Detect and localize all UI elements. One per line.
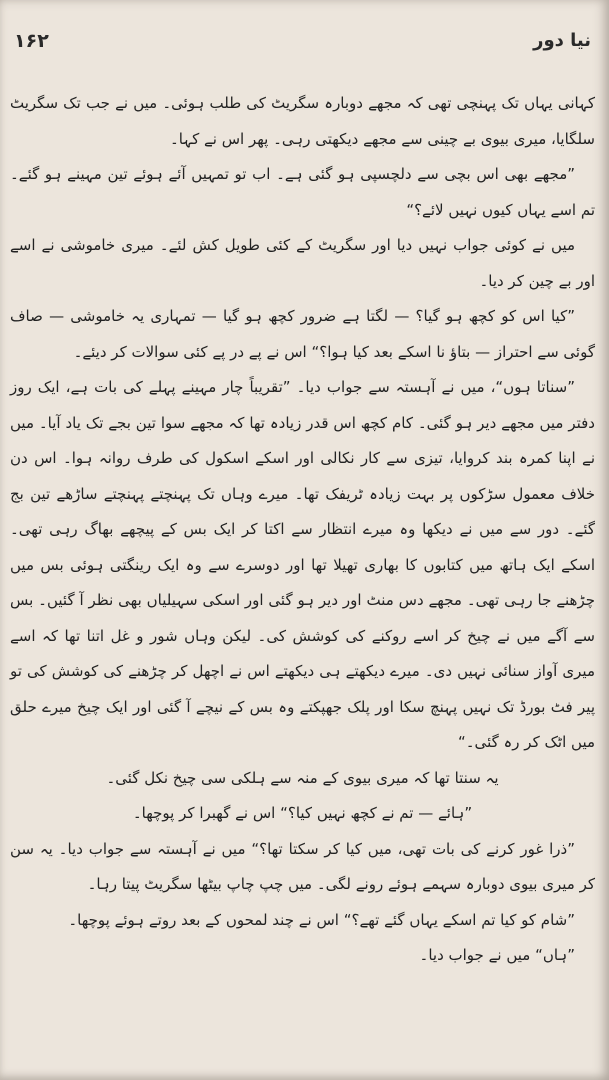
paragraph: ”کیا اس کو کچھ ہو گیا؟ — لگتا ہے ضرور کچھ ہو گیا — تمہاری یہ خاموشی — صاف گوئی سے احتراز — بتاؤ نا اسکے بعد کیا ہوا؟“ اس نے پے در پے کئی سوالات کر دیئے۔ <box>10 307 595 361</box>
body-text <box>10 86 595 1060</box>
paragraph: کہانی یہاں تک پہنچی تھی کہ مجھے دوبارہ سگریٹ کی طلب ہوئی۔ میں نے جب تک سگریٹ سلگایا، میری بیوی بے چینی سے مجھے دیکھتی رہی۔ پھر اس نے کہا۔ <box>10 94 595 148</box>
paragraph: ”شام کو کیا تم اسکے یہاں گئے تھے؟“ اس نے چند لمحوں کے بعد روتے ہوئے پوچھا۔ <box>68 910 575 929</box>
paragraph: ”ذرا غور کرنے کی بات تھی، میں کیا کر سکتا تھا؟“ میں نے آہستہ سے جواب دیا۔ یہ سن کر میری بیوی دوبارہ سہمے ہوئے رونے لگی۔ میں چپ چاپ بیٹھا سگریٹ پیتا رہا۔ <box>10 839 595 893</box>
running-head: نیا دور <box>533 30 591 51</box>
paragraph: میں نے کوئی جواب نہیں دیا اور سگریٹ کے کئی طویل کش لئے۔ میری خاموشی نے اسے اور بے چین کر دیا۔ <box>10 236 595 290</box>
paragraph: ”ہائے — تم نے کچھ نہیں کیا؟“ اس نے گھبرا کر پوچھا۔ <box>132 804 473 822</box>
paragraph: ”مجھے بھی اس بچی سے دلچسپی ہو گئی ہے۔ اب تو تمہیں آئے ہوئے تین مہینے ہو گئے۔ تم اسے یہاں کیوں نہیں لائے؟“ <box>10 165 595 219</box>
paragraph: ”سناتا ہوں“، میں نے آہستہ سے جواب دیا۔ ”تقریباً چار مہینے پہلے کی بات ہے، ایک روز دفتر میں مجھے دیر ہو گئی۔ کام کچھ اس قدر زیادہ تھا کہ مجھے سوا تین بجے تک یاد آیا۔ میں نے اپنا کمرہ بند کروایا، تیزی سے کار نکالی اور اسکے اسکول کی طرف روانہ ہوا۔ اس دن خلاف معمول سڑکوں پر بہت زیادہ ٹریفک تھا۔ میرے وہاں تک پہنچتے پہنچتے ساڑھے تین بج گئے۔ دور سے میں نے دیکھا وہ میرے انتظار سے اکتا کر ایک بس کے پیچھے بھاگ رہی تھی۔ اسکے ایک ہاتھ میں کتابوں کا بھاری تھیلا تھا اور دوسرے سے وہ ایک رینگتی ہوئی بس میں چڑھنے جا رہی تھی۔ مجھے دس منٹ اور دیر ہو گئی اور اسکی سہیلیاں بھی نظر آ گئیں۔ بس سے آگے میں نے چیخ کر اسے روکنے کی کوشش کی۔ لیکن وہاں شور و غل اتنا تھا کہ اسے میری آواز سنائی نہیں دی۔ میرے دیکھتے ہی دیکھتے اس نے اچھل کر چڑھنے کی کوشش کی تو پیر فٹ بورڈ تک نہیں پہنچ سکا اور پلک جھپکتے وہ بس کے نیچے آ گئی اور ایک چیخ میرے حلق میں اٹک کر رہ گئی۔“ <box>10 378 595 751</box>
paragraph: ”ہاں“ میں نے جواب دیا۔ <box>419 946 575 964</box>
paragraph: یہ سنتا تھا کہ میری بیوی کے منہ سے ہلکی سی چیخ نکل گئی۔ <box>106 768 499 787</box>
page-number: ۱۶۲ <box>14 30 49 52</box>
page-header <box>0 30 609 60</box>
